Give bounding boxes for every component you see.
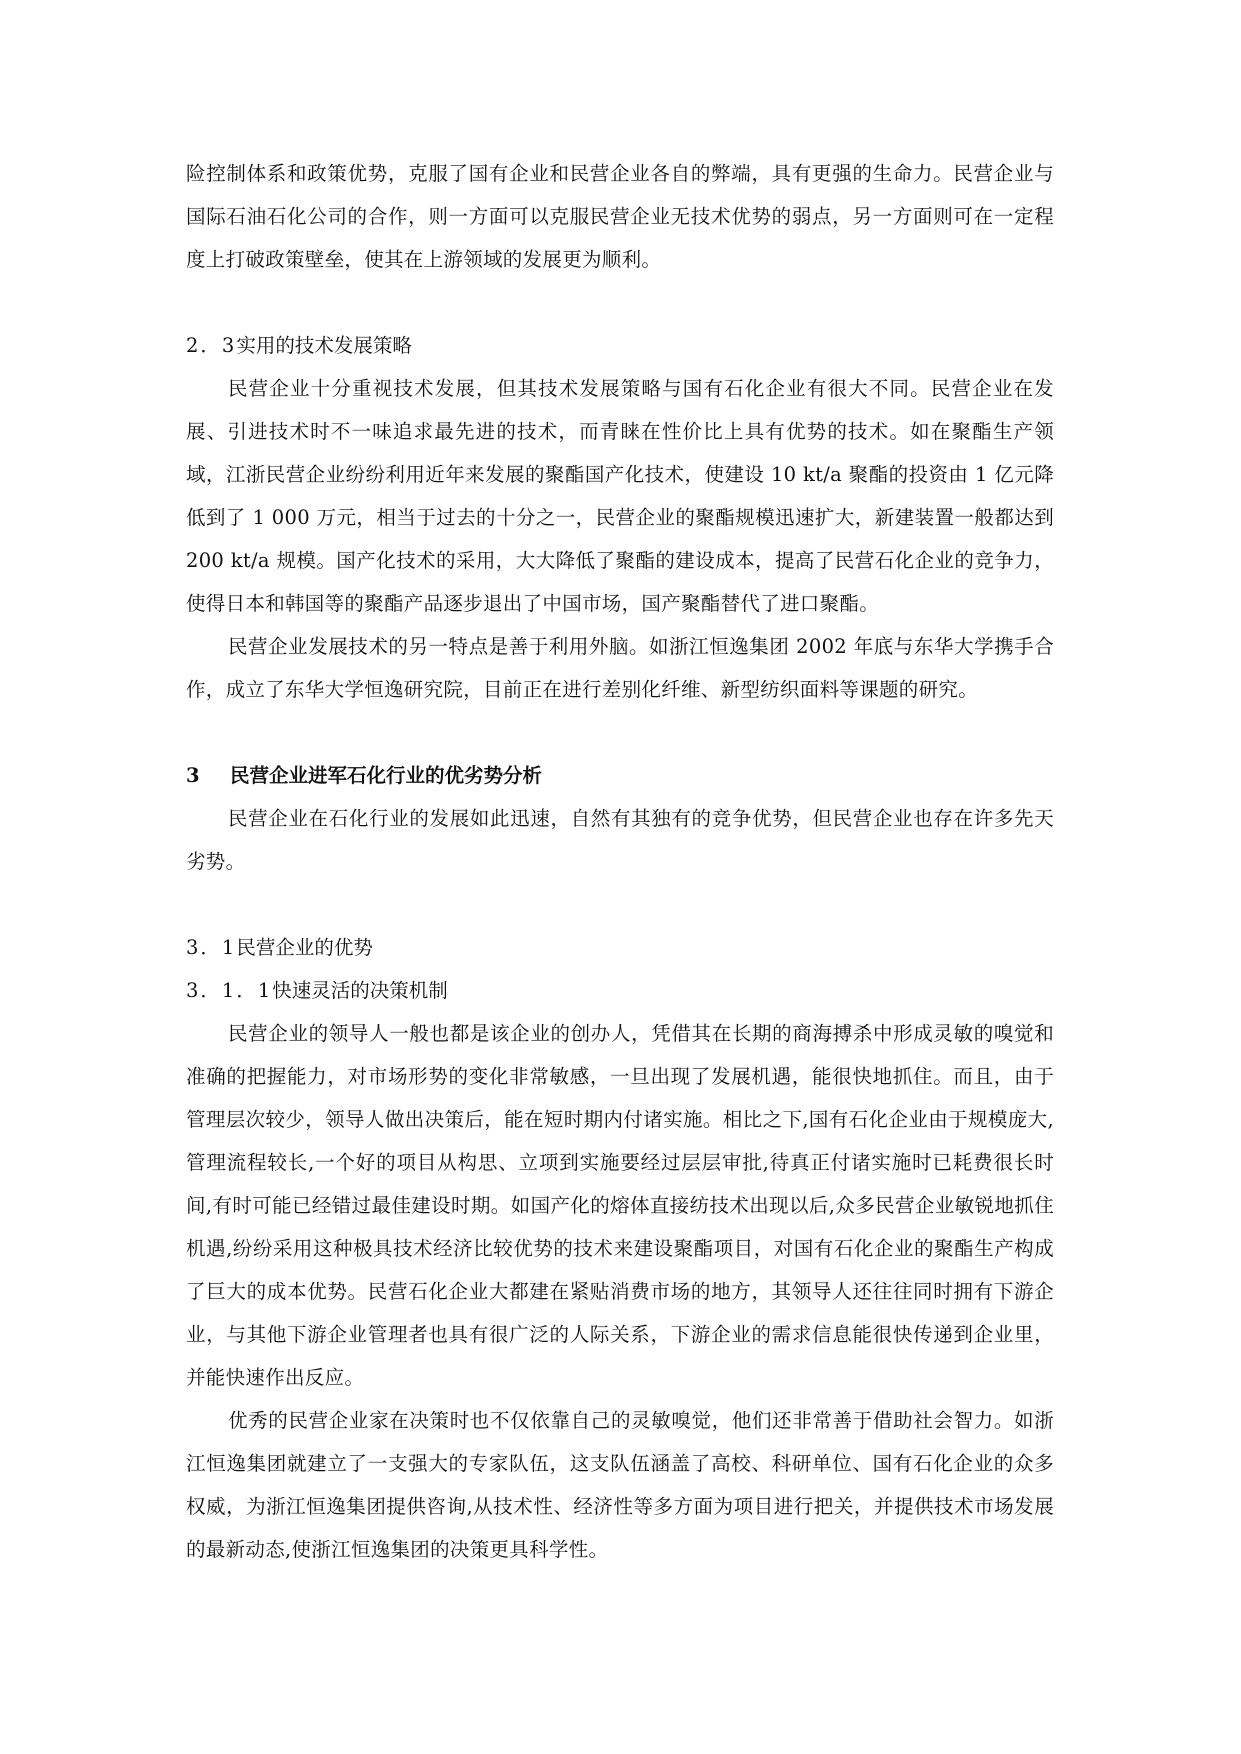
paragraph-tech-strategy: 民营企业十分重视技术发展，但其技术发展策略与国有石化企业有很大不同。民营企业在发展、引进技术时不一味追求最先进的技术，而青睐在性价比上具有优势的技术。如在聚酯生产领域，江浙民营企业纷纷利用近年来发展的聚酯国产化技术，使建设 10 kt/a 聚酯的投资由 1 亿元降低到了 1 000 万元，相当于过去的十分之一，民营企业的聚酯规模迅速扩大，新建装置一般都达到 200 kt/a 规模。国产化技术的采用，大大降低了聚酯的建设成本，提高了民营石化企业的竞争力，使得日本和韩国等的聚酯产品逐步退出了中国市场，国产聚酯替代了进口聚酯。 [186,377,1054,615]
section-title: 民营企业进军石化行业的优劣势分析 [230,764,543,787]
document-body [186,152,1054,1571]
section-title: 快速灵活的决策机制 [272,979,448,1002]
section-spacer [186,883,1054,926]
paragraph-social-intelligence: 优秀的民营企业家在决策时也不仅依靠自己的灵敏嗅觉，他们还非常善于借助社会智力。如浙江恒逸集团就建立了一支强大的专家队伍，这支队伍涵盖了高校、科研单位、国有石化企业的众多权威，为浙江恒逸集团提供咨询,从技术性、经济性等多方面为项目进行把关，并提供技术市场发展的最新动态,使浙江恒逸集团的决策更具科学性。 [186,1409,1054,1561]
paragraph-external-brain: 民营企业发展技术的另一特点是善于利用外脑。如浙江恒逸集团 2002 年底与东华大学携手合作，成立了东华大学恒逸研究院，目前正在进行差别化纤维、新型纺织面料等课题的研究。 [186,635,1054,701]
section-number: 3 [186,764,202,787]
section-number: 3．1 [186,936,237,959]
section-spacer [186,281,1054,324]
section-heading-3-1-1 [186,969,1054,1012]
paragraph-section-3-intro: 民营企业在石化行业的发展如此迅速，自然有其独有的竞争优势，但民营企业也存在许多先天劣势。 [186,807,1054,873]
section-heading-3-1 [186,926,1054,969]
section-number: 2．3 [186,334,237,357]
section-heading-2-3 [186,324,1054,367]
section-heading-3 [186,754,1054,797]
section-title: 实用的技术发展策略 [236,334,412,357]
section-spacer [186,711,1054,754]
paragraph-decision-mechanism: 民营企业的领导人一般也都是该企业的创办人，凭借其在长期的商海搏杀中形成灵敏的嗅觉和准确的把握能力，对市场形势的变化非常敏感，一旦出现了发展机遇，能很快地抓住。而且，由于管理层次较少，领导人做出决策后，能在短时期内付诸实施。相比之下,国有石化企业由于规模庞大,管理流程较长,一个好的项目从构思、立项到实施要经过层层审批,待真正付诸实施时已耗费很长时间,有时可能已经错过最佳建设时期。如国产化的熔体直接纺技术出现以后,众多民营企业敏锐地抓住机遇,纷纷采用这种极具技术经济比较优势的技术来建设聚酯项目，对国有石化企业的聚酯生产构成了巨大的成本优势。民营石化企业大都建在紧贴消费市场的地方，其领导人还往往同时拥有下游企业，与其他下游企业管理者也具有很广泛的人际关系，下游企业的需求信息能很快传递到企业里，并能快速作出反应。 [186,1022,1054,1389]
paragraph-intro-continuation: 险控制体系和政策优势，克服了国有企业和民营企业各自的弊端，具有更强的生命力。民营企业与国际石油石化公司的合作，则一方面可以克服民营企业无技术优势的弱点，另一方面则可在一定程度上打破政策壁垒，使其在上游领域的发展更为顺利。 [186,162,1054,271]
section-number: 3．1．1 [186,979,273,1002]
section-title: 民营企业的优势 [236,936,373,959]
